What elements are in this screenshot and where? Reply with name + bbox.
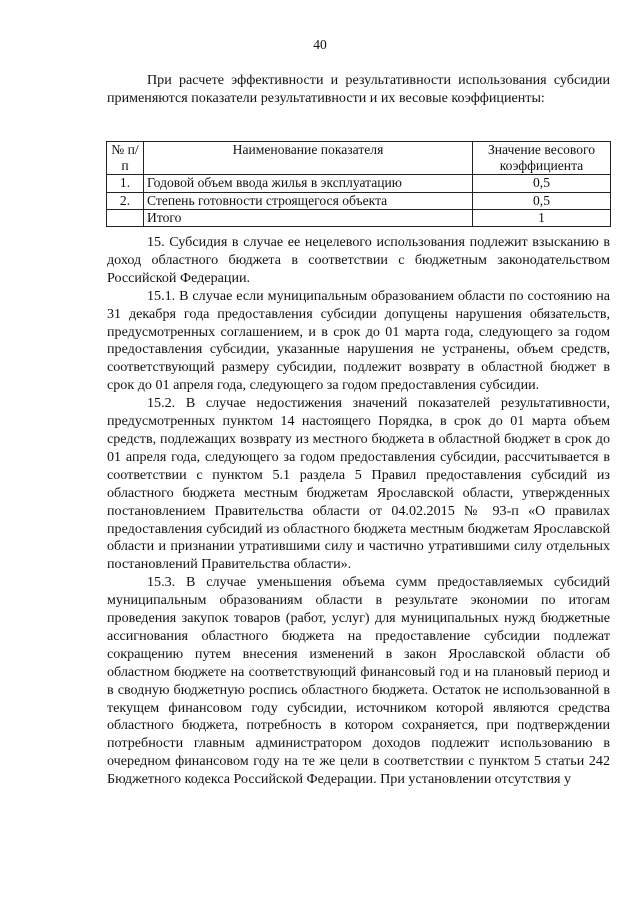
row-value: 0,5 (473, 175, 611, 192)
paragraph-15: 15. Субсидия в случае ее нецелевого использования подлежит взысканию в доход областного бюджета в соответствии с бюджетным законодательством Российской Федерации. (107, 234, 610, 286)
header-name: Наименование показателя (144, 142, 473, 175)
header-value: Значение весового коэффициента (473, 142, 611, 175)
table-row (107, 175, 611, 192)
row-value: 1 (473, 209, 611, 226)
table-row (107, 192, 611, 209)
table-total-row (107, 209, 611, 226)
header-num: № п/п (107, 142, 144, 175)
row-name: Годовой объем ввода жилья в эксплуатацию (144, 175, 473, 192)
row-num (107, 209, 144, 226)
coefficients-table (106, 141, 611, 227)
page-number: 40 (313, 37, 327, 52)
paragraph-15-2: 15.2. В случае недостижения значений показателей результативности, предусмотренных пунктом 14 настоящего Порядка, в срок до 01 марта объем средств, подлежащих возврату из местного бюджета в областной бюджет в срок до 01 апреля года, следующего за годом предоставления субсидии, рассчитывается в соответствии с пунктом 5.1 раздела 5 Правил предоставления субсидий из областного бюджета местным бюджетам Ярославской области, утвержденных постановлением Правительства области от 04.02.2015 № 93-п «О правилах предоставления субсидий из областного бюджета местным бюджетам Ярославской области и признании утратившими силу и частично утратившими силу отдельных постановлений Правительства области». (107, 395, 610, 573)
table-header-row (107, 142, 611, 175)
intro-paragraph: При расчете эффективности и результативности использования субсидии применяются показатели результативности и их весовые коэффициенты: (107, 72, 610, 106)
body-text (107, 234, 610, 789)
paragraph-15-3: 15.3. В случае уменьшения объема сумм предоставляемых субсидий муниципальным образованиям области в результате экономии по итогам проведения закупок товаров (работ, услуг) для муниципальных нужд бюджетные ассигнования областного бюджета на предоставление субсидии подлежат сокращению путем внесения изменений в закон Ярославской области об областном бюджете на соответствующий финансовый год и на плановый период и в сводную бюджетную роспись областного бюджета. Остаток не использованной в текущем финансовом году субсидии, источником которой являются средства областного бюджета, потребность в котором сохраняется, при подтверждении потребности главным администратором доходов подлежит использованию в очередном финансовом году на те же цели в соответствии с пунктом 5 статьи 242 Бюджетного кодекса Российской Федерации. При установлении отсутствия у (107, 574, 610, 788)
row-name: Итого (144, 209, 473, 226)
row-name: Степень готовности строящегося объекта (144, 192, 473, 209)
row-num: 2. (107, 192, 144, 209)
row-num: 1. (107, 175, 144, 192)
paragraph-15-1: 15.1. В случае если муниципальным образованием области по состоянию на 31 декабря года предоставления субсидии допущены нарушения обязательств, предусмотренных соглашением, и в срок до 01 марта года, следующего за годом предоставления субсидии, указанные нарушения не устранены, объем средств, соответствующий размеру субсидии, подлежит возврату в областной бюджет в срок до 01 апреля года, следующего за годом предоставления субсидии. (107, 287, 610, 394)
row-value: 0,5 (473, 192, 611, 209)
